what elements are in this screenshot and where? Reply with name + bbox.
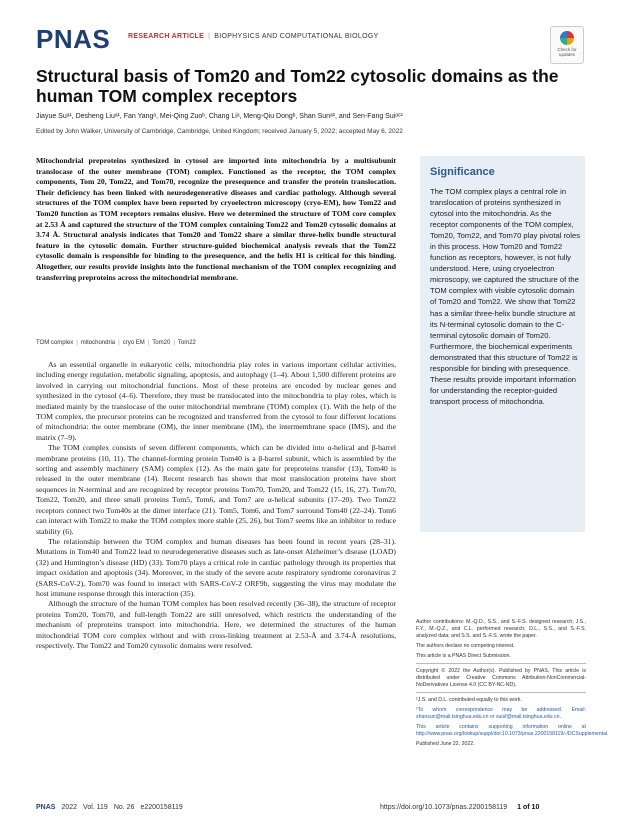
keyword[interactable]: Tom22 [177,340,196,346]
footer-issue: No. 26 [113,804,135,811]
supporting-info[interactable]: This article contains supporting information online at http://www.pnas.org/lookup/suppl/doi:10.1073/pnas.2200158119/-/DCSupplemental. [416,724,609,737]
keyword[interactable]: mitochondria [80,340,116,346]
page-number: 1 of 10 [517,804,540,811]
divider [416,692,586,693]
footer-year: 2022 [61,804,78,811]
section-label: RESEARCH ARTICLE [128,33,205,40]
article-section: RESEARCH ARTICLE | BIOPHYSICS AND COMPUTATIONAL BIOLOGY [128,33,379,40]
footer-article-id: e2200158119 [140,804,183,811]
direct-submission: This article is a PNAS Direct Submission. [416,653,511,659]
editorial-info: Edited by John Walker, University of Cambridge, Cambridge, United Kingdom; received January 5, 2022; accepted May 6, 2022 [36,128,403,135]
keyword[interactable]: cryo EM [122,340,145,346]
abstract: Mitochondrial preproteins synthesized in cytosol are imported into mitochondria by a multisubunit translocase of the outer membrane (TOM) complex. Functioned as the receptor, the TOM complex components, Tom 20, Tom22, and Tom70, recognize the presequence and transfer the protein translocation. Their deficiency has been linked with neurodegenerative diseases and cardiac pathology. Although several structures of the TOM complex have been reported by cryoelectron microscopy (cryo-EM), how Tom22 and Tom20 function as TOM receptors remains elusive. Here we determined the structure of TOM core complex at 2.53 Å and captured the structure of the TOM complex containing Tom22 and Tom20 cytosolic domains at 3.74 Å. Structural analysis indicates that Tom20 and Tom22 share a similar three-helix bundle structural feature in the cytosolic domain. Further structure-guided biochemical analysis reveals that the Tom22 cytosolic domain is responsible for binding to the presequence, and the helix H1 is critical for this binding. Altogether, our results provide insights into the functional mechanism of the TOM complex recognizing and transferring preproteins across the mitochondrial membrane. [36,156,396,282]
footer-journal: PNAS [36,804,56,811]
footer-citation [36,804,189,811]
keywords: TOM complex | mitochondria | cryo EM | Tom20 | Tom22 [36,340,196,346]
footer-doi-area [380,804,539,811]
article-body [36,360,396,651]
correspondence[interactable]: ²To whom correspondence may be addressed. Email: shansun@mail.tsinghua.edu.cn or suisf@mail.tsinghua.edu.cn. [416,707,586,720]
check-for-updates-badge[interactable] [550,26,584,64]
journal-logo: PNAS [36,24,111,54]
divider [416,663,586,664]
significance-heading: Significance [430,166,495,178]
keyword[interactable]: Tom20 [152,340,171,346]
body-paragraph: The relationship between the TOM complex and human diseases has been found in recent years (28–31). Mutations in Tom40 and Tom22 lead to neurodegenerative diseases such as late-onset Alzheimer’s disease (LOAD) (32) and Huntington’s disease (HD) (33). Tom70 plays a critical role in cardiac pathology through its properties that impact oxidation and apoptosis (34). Moreover, in the study of the severe acute respiratory syndrome coronavirus 2 (SARS-CoV-2), Tom70 was found to interact with SARS-CoV-2 ORF9b, suggesting the virus may modulate the host immune response through this interaction (35). [36,536,396,598]
body-paragraph: As an essential organelle in eukaryotic cells, mitochondria play roles in various important cellular activities, including energy regulation, metabolic signaling, apoptosis, and autophagy (1–4). About 1,500 different proteins are involved in carrying out mitochondrial functions. Most of these proteins are encoded by nuclear genes and synthesized in the cytosol (4–6). Therefore, they must be translocated into the mitochondria to play roles, which is mediated mainly by the translocase of the outer mitochondrial membrane (TOM) complex (1). With the help of the TOM complex, the precursor proteins can be recognized and transferred from the cytosol to four different locations of mitochondria: the outer membrane (OM), the inner membrane (IM), the intermembrane space (IMS), and the matrix (7–9). [36,360,396,442]
body-paragraph: Although the structure of the human TOM complex has been resolved recently (36–38), the structure of receptor proteins Tom20, Tom70, and full-length Tom22 are still unresolved, which restricts the understanding of the mechanism of preproteins transport into mitochondria. Here, we determined the structures of the human mitochondrial TOM core complex without and with cross-linking treatment at 2.53-Å and 3.74-Å resolutions, respectively. The Tom22 and Tom20 cytosolic domains were resolved. [36,599,396,650]
equal-contribution: ¹J.S. and D.L. contributed equally to this work. [416,697,522,703]
significance-text: The TOM complex plays a central role in translocation of proteins synthesized in cytosol into the mitochondria. As the receptor components of the TOM complex, Tom20, Tom22, and Tom70 play pivotal roles in this process. How Tom20 and Tom22 function as receptors, however, is not fully understood. Here, using cryoelectron microscopy, we captured the structure of the TOM complex with visible cytosolic domain of Tom20 and Tom22. We show that Tom22 has a similar three-helix bundle structure at its N-terminal cytosolic domain to the C-terminal cytosolic domain of Tom20. Furthermore, the biochemical experiments demonstrated that this structure of Tom22 is responsible for binding with presequence. These results provide important information for understanding the receptor-guided transport process of mitochondria. [430,187,580,406]
author-contributions: Author contributions: M.-Q.D., S.S., and S.-F.S. designed research; J.S., F.Y., M.-Q.Z., and C.L. performed research; D.L., S.S., and S.-F.S. analyzed data; and S.S. and S.-F.S. wrote the paper. [416,619,586,639]
keyword[interactable]: TOM complex [36,340,74,346]
footer-volume: Vol. 119 [83,804,108,811]
badge-label: Check for updates [557,47,577,57]
article-title: Structural basis of Tom20 and Tom22 cytosolic domains as the human TOM complex receptors [36,66,559,106]
subsection-label: BIOPHYSICS AND COMPUTATIONAL BIOLOGY [214,33,379,40]
copyright: Copyright © 2022 the Author(s). Published by PNAS. This article is distributed under Creative Commons Attribution-NonCommercial-NoDerivatives License 4.0 (CC BY-NC-ND). [416,668,586,688]
footer-doi-link[interactable]: https://doi.org/10.1073/pnas.2200158119 [380,804,508,811]
author-list: Jiayue Suᵃ¹, Desheng Liuᵃ¹, Fan Yangᵃ, Mei-Qing Zuoᵇ, Chang Liᵃ, Meng-Qiu Dongᵇ, Shan Sunᵃ², and Sen-Fang Suiᵃᶜ² [36,113,403,120]
body-paragraph: The TOM complex consists of seven different components, which can be divided into α-helical and β-barrel membrane proteins (10, 11). The channel-forming protein Tom40 is a β-barrel subunit, which is assembled by the sorting and assembly machinery (SAM) complex (12). As the main gate for preproteins transfer (13), Tom40 is released in the outer membrane (14). Recent research has shown that most translocation proteins have short sequences in N-terminal and are recognized by receptor proteins Tom70, Tom20, and Tom22 (15, 16, 27). Tom70, Tom22, Tom20, and three small proteins Tom5, Tom6, and Tom7 are α-helical subunits (17–20). Two Tom22 receptors connect two Tom40s at the dimer interface (21). Tom5, Tom6, and Tom7 surround Tom40 (22–24). Tom6 can interact with Tom22 to make the TOM complex more stable (25, 26), but Tom7 seems like an inhibitor to reduce stability (6). [36,443,396,536]
published-date: Published June 22, 2022. [416,741,475,747]
crossmark-icon [560,31,574,45]
competing-interest: The authors declare no competing interest. [416,643,515,649]
footnotes [416,619,609,751]
